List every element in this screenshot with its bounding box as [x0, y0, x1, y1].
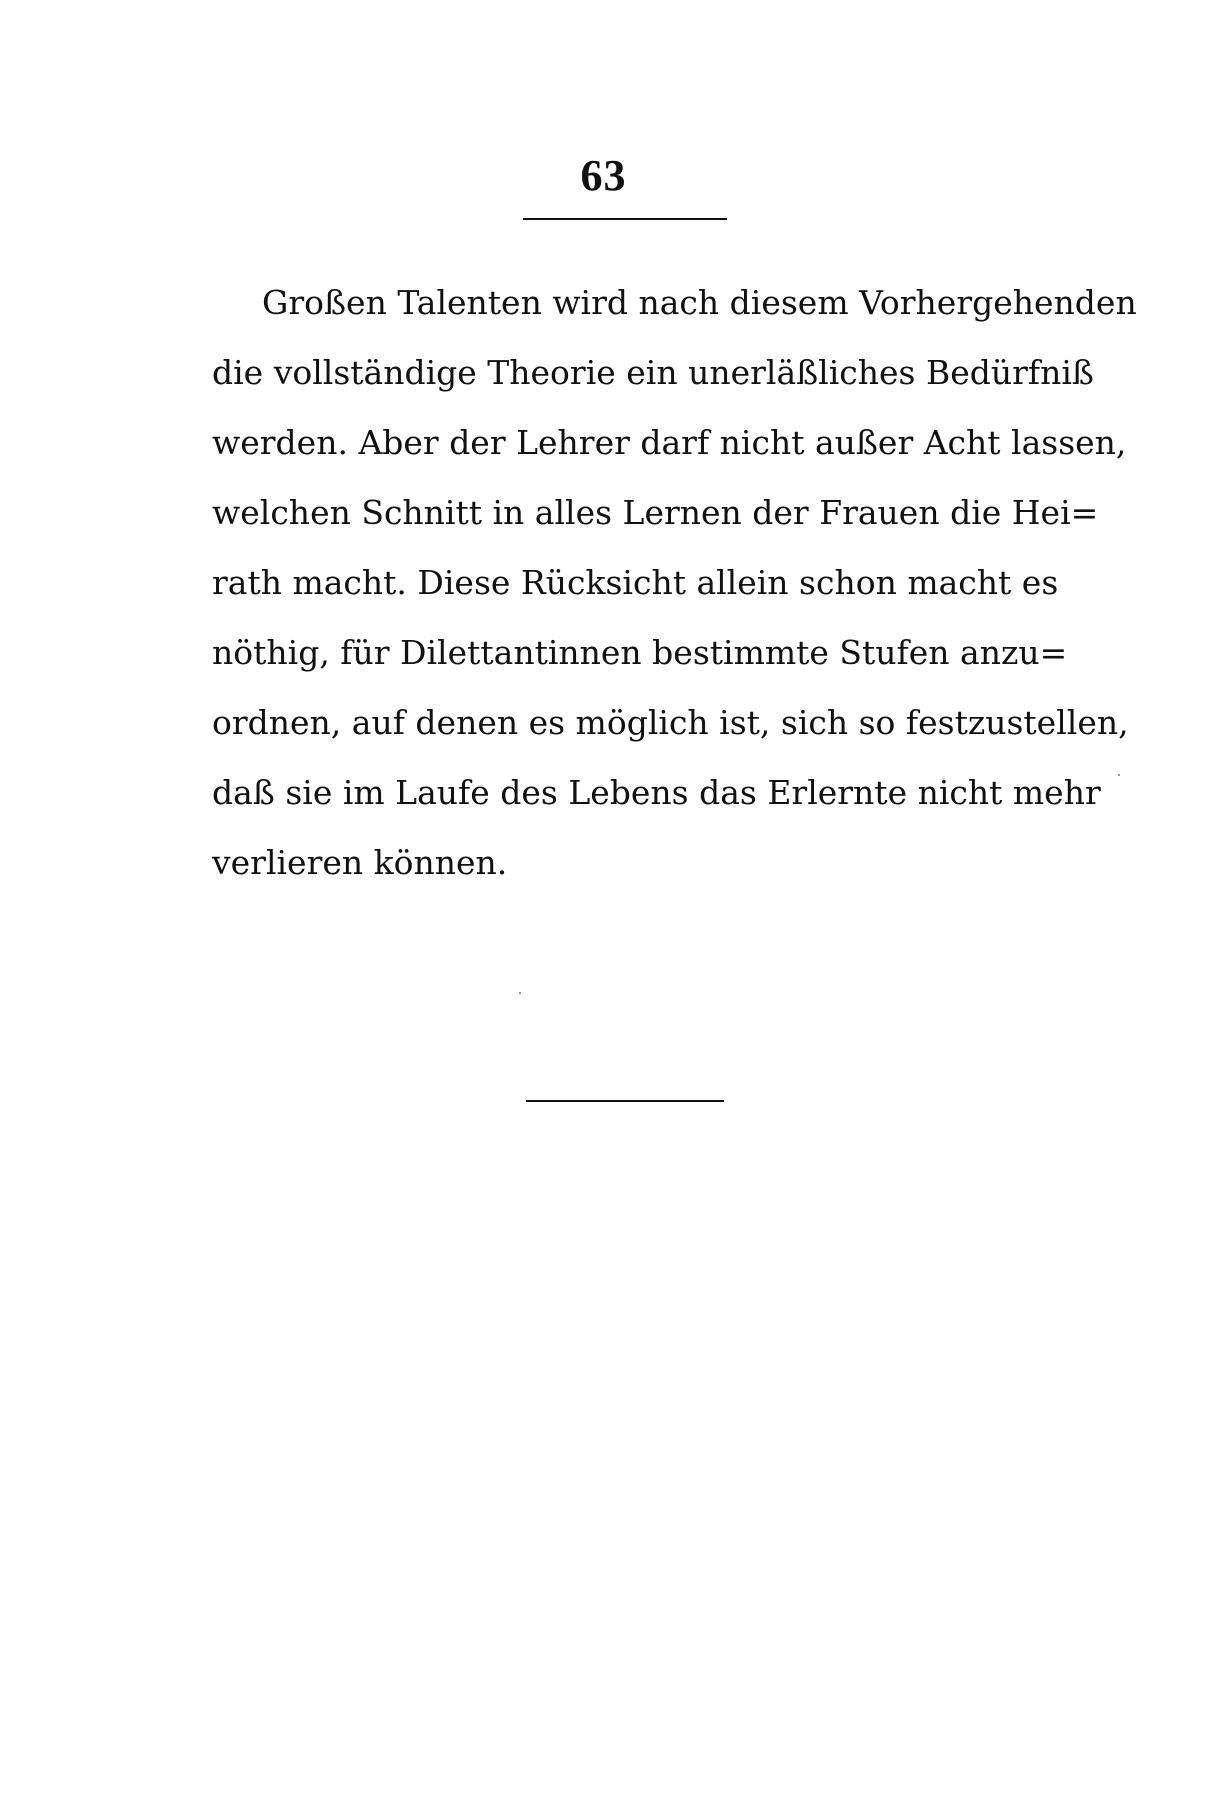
header-rule [523, 218, 727, 220]
text-line: die vollständige Theorie ein unerläßliches Bedürfniß [212, 353, 1094, 392]
paper-speck [1118, 774, 1120, 776]
text-line: welchen Schnitt in alles Lernen der Frauen die Hei= [212, 493, 1099, 532]
end-rule [526, 1100, 724, 1102]
text-line: daß sie im Laufe des Lebens das Erlernte nicht mehr [212, 773, 1101, 812]
body-paragraph [212, 268, 1137, 898]
paper-speck [519, 992, 521, 994]
text-line: rath macht. Diese Rücksicht allein schon macht es [212, 563, 1059, 602]
text-line: Großen Talenten wird nach diesem Vorhergehenden [262, 283, 1137, 322]
text-line: werden. Aber der Lehrer darf nicht außer Acht lassen, [212, 423, 1127, 462]
text-line: nöthig, für Dilettantinnen bestimmte Stufen anzu= [212, 633, 1068, 672]
text-line: ordnen, auf denen es möglich ist, sich so festzustellen, [212, 703, 1129, 742]
page-number: 63 [580, 151, 627, 200]
text-line: verlieren können. [212, 843, 508, 882]
